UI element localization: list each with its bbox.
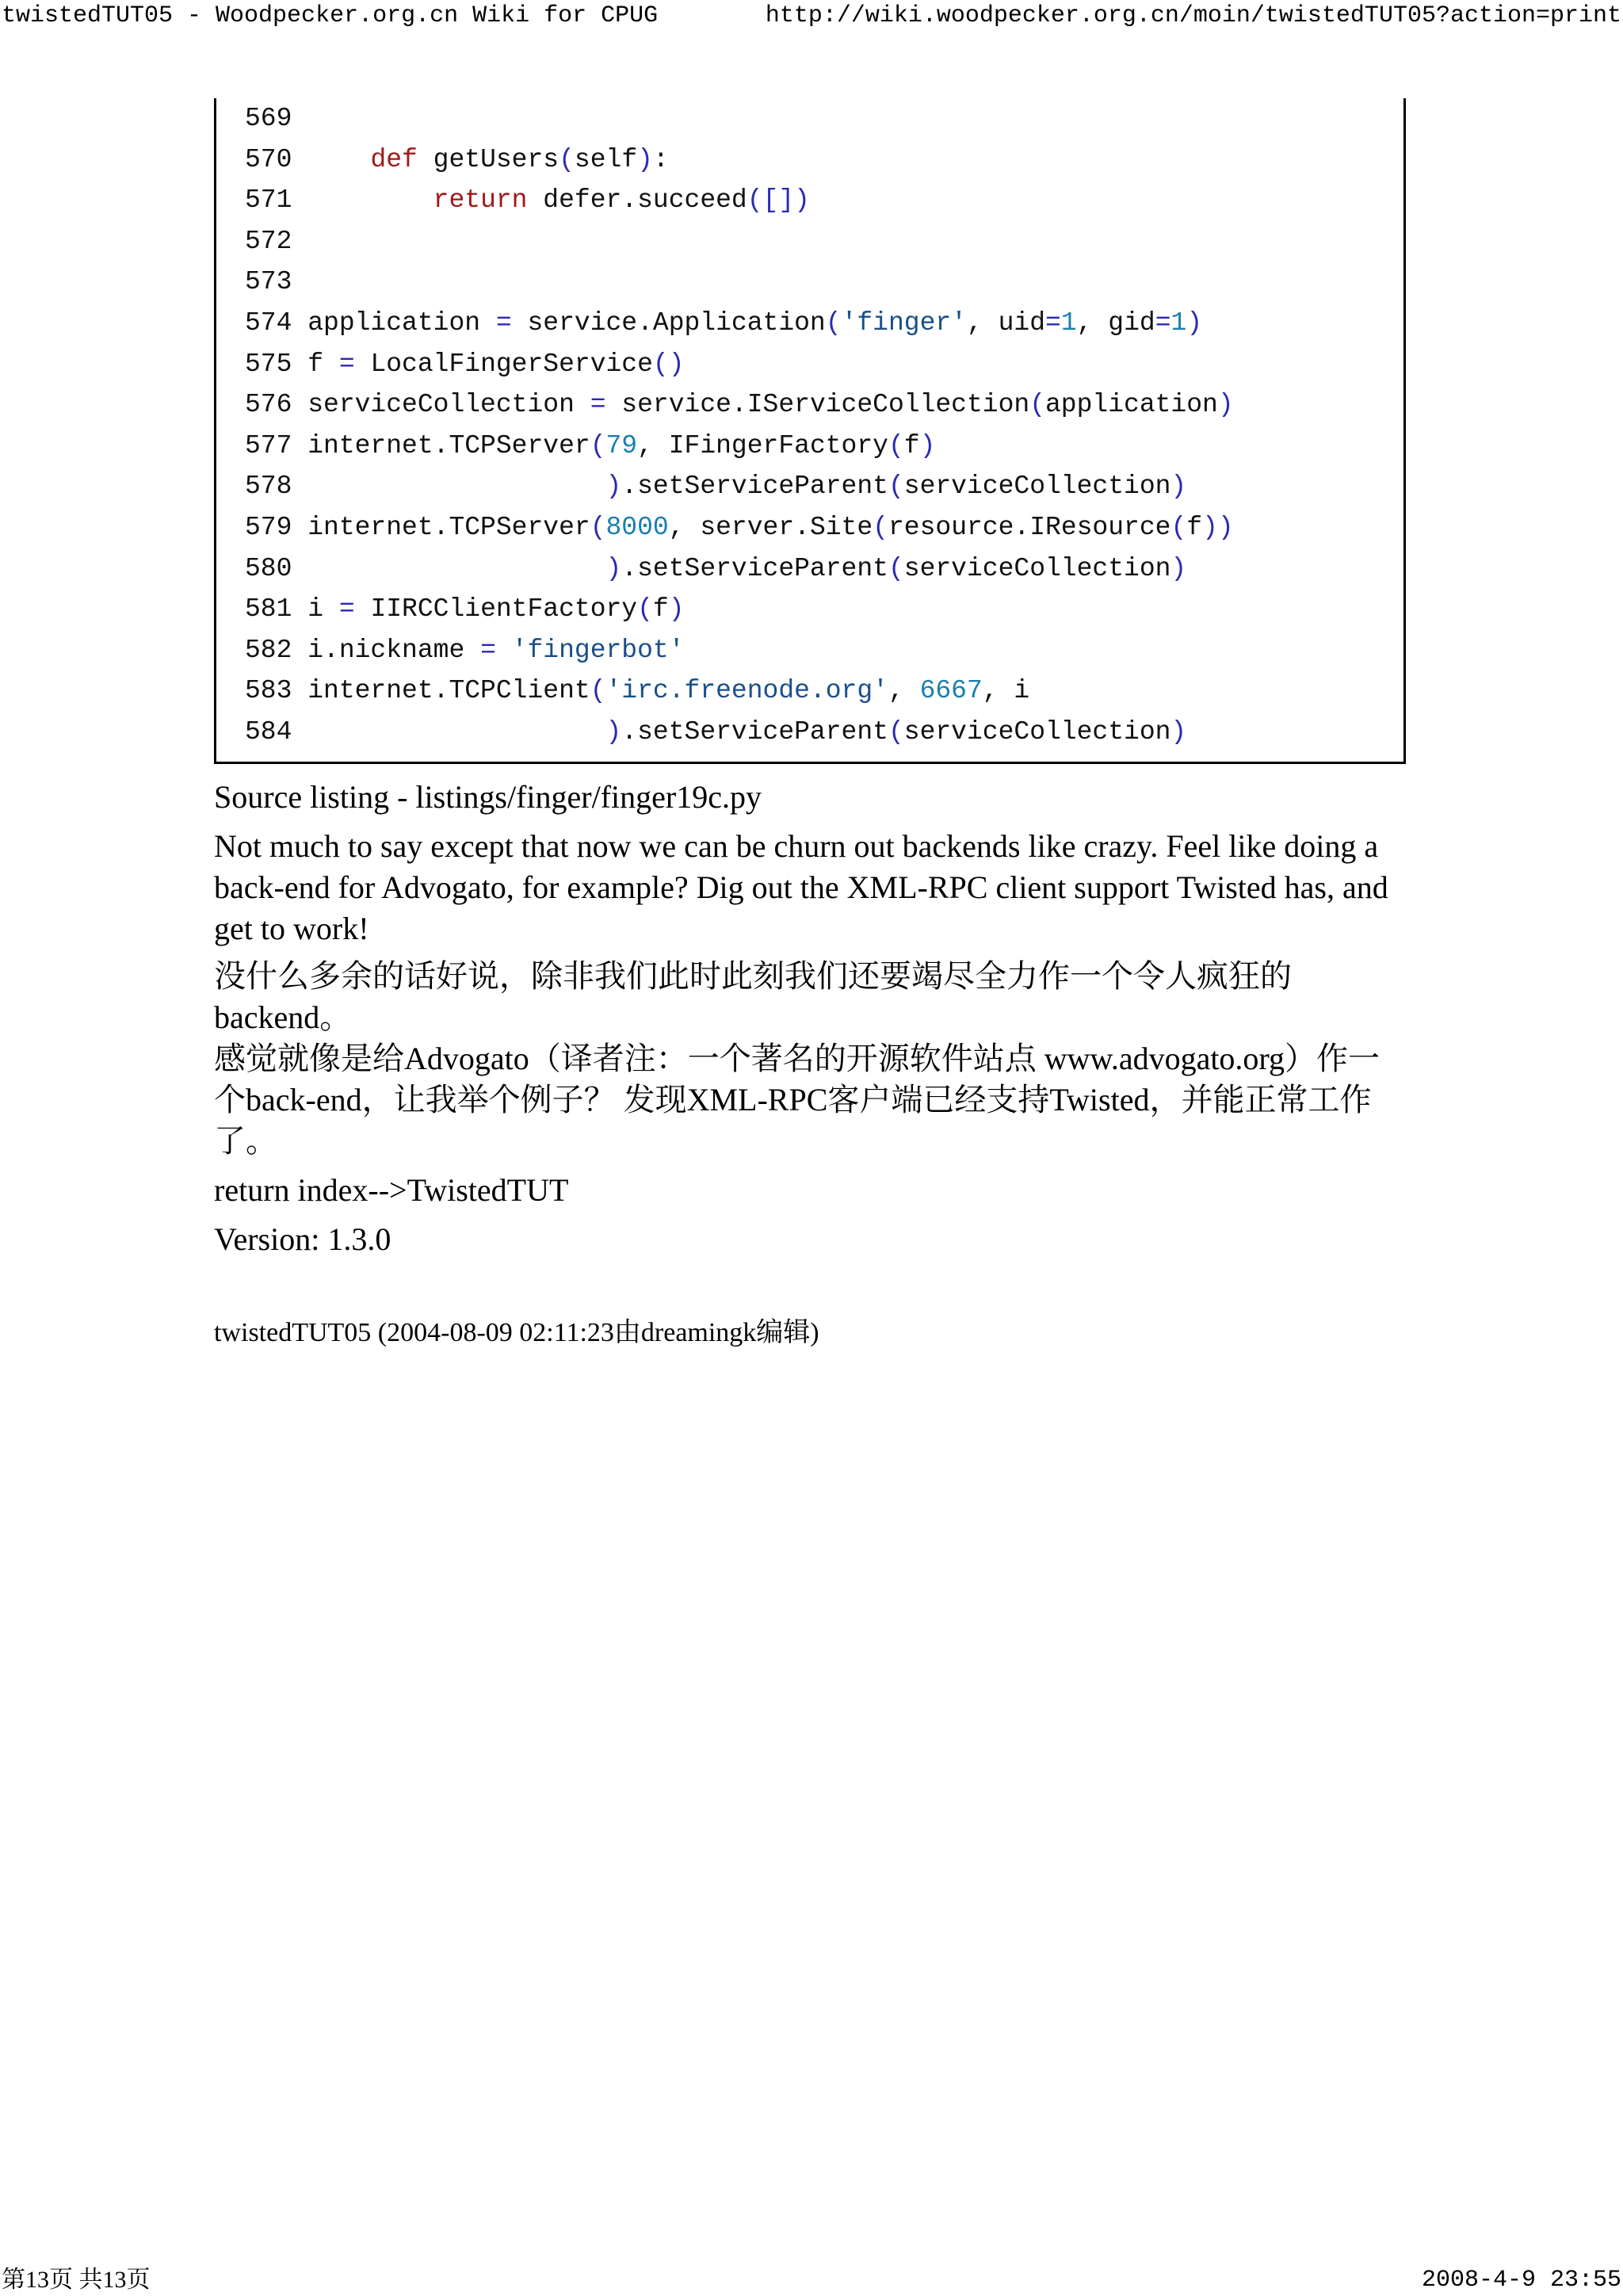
version-text: Version: 1.3.0	[214, 1221, 391, 1257]
code-line	[245, 384, 1234, 426]
code-line	[245, 548, 1186, 590]
paragraph-chinese-2: 感觉就像是给Advogato（译者注：一个著名的开源软件站点 www.advogato.org）作一个back-end，让我举个例子？ 发现XML-RPC客户端已经支持Twisted，并能正常工作了。	[214, 1041, 1381, 1159]
paragraph-english: Not much to say except that now we can be churn out backends like crazy. Feel like doing a back-end for Advogato, for example? Dig out the XML-RPC client support Twisted has, and get to work!	[214, 828, 1388, 946]
code-text: serviceCollection = service.IServiceCollection(application)	[307, 390, 1234, 420]
line-number: 572	[245, 226, 308, 256]
code-text: internet.TCPServer(79, IFingerFactory(f)	[307, 430, 936, 460]
line-number: 581	[245, 594, 308, 625]
line-number: 569	[245, 104, 308, 133]
code-listing	[214, 98, 1406, 764]
code-text: f = LocalFingerService()	[307, 349, 685, 379]
code-line	[245, 630, 685, 671]
code-text: return defer.succeed([])	[433, 185, 810, 216]
line-number: 577	[245, 430, 308, 460]
code-line	[245, 712, 1186, 753]
line-number: 571	[245, 185, 308, 216]
code-text: i = IIRCClientFactory(f)	[307, 594, 685, 625]
code-line	[245, 221, 307, 262]
code-line	[245, 466, 1186, 507]
line-number: 576	[245, 390, 308, 420]
code-text: def getUsers(self):	[370, 144, 669, 174]
print-footer-page: 第13页 共13页	[2, 2267, 151, 2293]
listing-caption: Source listing - listings/finger/finger19c.py	[214, 779, 762, 815]
code-text: ).setServiceParent(serviceCollection)	[605, 472, 1187, 502]
code-line	[245, 139, 669, 181]
code-text: ).setServiceParent(serviceCollection)	[605, 717, 1187, 747]
line-number: 579	[245, 513, 308, 542]
code-line	[245, 180, 810, 221]
page-edit-info: twistedTUT05 (2004-08-09 02:11:23由dreamingk编辑)	[214, 1318, 819, 1347]
print-header-title: twistedTUT05 - Woodpecker.org.cn Wiki for CPUG	[2, 2, 659, 29]
code-line	[245, 426, 935, 467]
print-header-url: http://wiki.woodpecker.org.cn/moin/twistedTUT05?action=print	[765, 2, 1621, 29]
print-footer-datetime: 2008-4-9 23:55	[1421, 2267, 1621, 2294]
line-number: 580	[245, 553, 308, 583]
line-number: 584	[245, 717, 308, 747]
line-number: 570	[245, 144, 308, 174]
line-number: 575	[245, 349, 308, 379]
code-line	[245, 589, 685, 630]
code-line	[245, 98, 307, 139]
code-text: ).setServiceParent(serviceCollection)	[605, 553, 1187, 583]
line-number: 578	[245, 472, 308, 502]
code-text: application = service.Application('finger', uid=1, gid=1)	[307, 308, 1203, 338]
code-text: internet.TCPServer(8000, server.Site(resource.IResource(f))	[307, 513, 1234, 542]
line-number: 573	[245, 267, 308, 297]
code-line	[245, 670, 1029, 712]
paragraph-chinese-1: 没什么多余的话好说，除非我们此时此刻我们还要竭尽全力作一个令人疯狂的backend。	[214, 958, 1292, 1035]
code-line	[245, 507, 1234, 548]
return-index-link[interactable]: return index-->TwistedTUT	[214, 1172, 569, 1208]
line-number: 582	[245, 635, 308, 665]
code-line	[245, 344, 685, 385]
code-line	[245, 262, 307, 303]
code-text: i.nickname = 'fingerbot'	[307, 635, 685, 665]
line-number: 583	[245, 676, 308, 706]
code-text: internet.TCPClient('irc.freenode.org', 6667, i	[307, 676, 1030, 706]
code-line	[245, 303, 1202, 344]
line-number: 574	[245, 308, 308, 338]
